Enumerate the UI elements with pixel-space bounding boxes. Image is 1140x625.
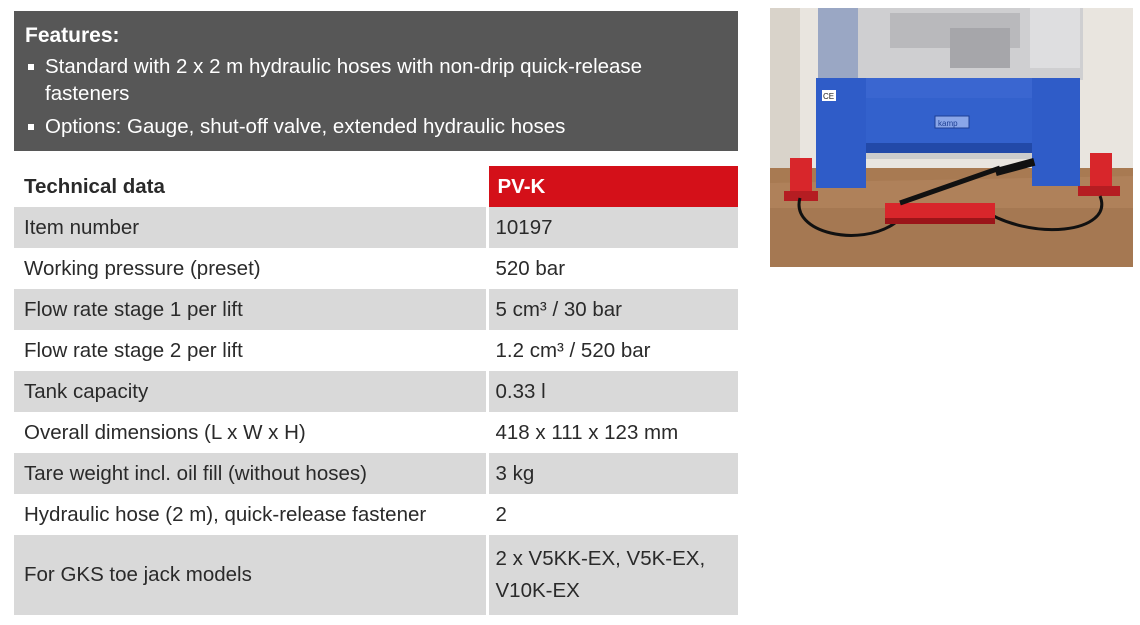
table-row — [14, 453, 738, 494]
row-label: Tare weight incl. oil fill (without hoses) — [14, 453, 487, 494]
model-header: PV-K — [487, 166, 738, 207]
feature-text: Standard with 2 x 2 m hydraulic hoses with non-drip quick-release fasteners — [45, 55, 643, 105]
row-label: Hydraulic hose (2 m), quick-release fastener — [24, 502, 427, 526]
table-row — [14, 207, 738, 248]
row-value: 3 kg — [487, 453, 738, 494]
row-label: Flow rate stage 2 per lift — [24, 338, 243, 362]
ce-mark: CE — [823, 92, 835, 101]
table-header-label: Technical data — [14, 166, 487, 207]
table-row — [14, 289, 738, 330]
table-row — [14, 248, 738, 289]
row-value: 2 — [487, 494, 738, 535]
machine-brand-label: kamp — [938, 119, 958, 128]
row-value: 0.33 l — [487, 371, 738, 412]
row-label: Flow rate stage 1 per lift — [14, 289, 487, 330]
row-label: Overall dimensions (L x W x H) — [24, 420, 306, 444]
row-value: 2 x V5KK-EX, V5K-EX, V10K-EX — [487, 535, 738, 615]
table-header-row — [14, 166, 738, 207]
row-value: 5 cm³ / 30 bar — [487, 289, 738, 330]
features-list — [25, 53, 728, 140]
row-value: 418 x 111 x 123 mm — [487, 412, 738, 453]
row-label: For GKS toe jack models — [14, 535, 487, 615]
lathe-base-right — [1032, 78, 1080, 186]
table-row — [14, 494, 738, 535]
row-value: 1.2 cm³ / 520 bar — [487, 330, 738, 371]
bullet-icon — [28, 64, 34, 70]
technical-data-table — [14, 166, 738, 615]
table-row — [14, 412, 738, 453]
row-value: 10197 — [487, 207, 738, 248]
lathe-with-jacks-illustration — [770, 8, 1133, 267]
table-row — [14, 535, 738, 615]
row-label: Item number — [14, 207, 487, 248]
product-photo — [770, 8, 1133, 267]
feature-text: Options: Gauge, shut-off valve, extended hydraulic hoses — [45, 115, 566, 138]
table-row — [14, 330, 738, 371]
row-value: 520 bar — [487, 248, 738, 289]
feature-item — [25, 53, 728, 107]
table-row — [14, 371, 738, 412]
bullet-icon — [28, 124, 34, 130]
feature-item — [25, 113, 728, 140]
row-label: Tank capacity — [14, 371, 487, 412]
row-label: Working pressure (preset) — [24, 256, 261, 280]
features-title: Features: — [25, 24, 120, 47]
features-box — [14, 11, 738, 151]
